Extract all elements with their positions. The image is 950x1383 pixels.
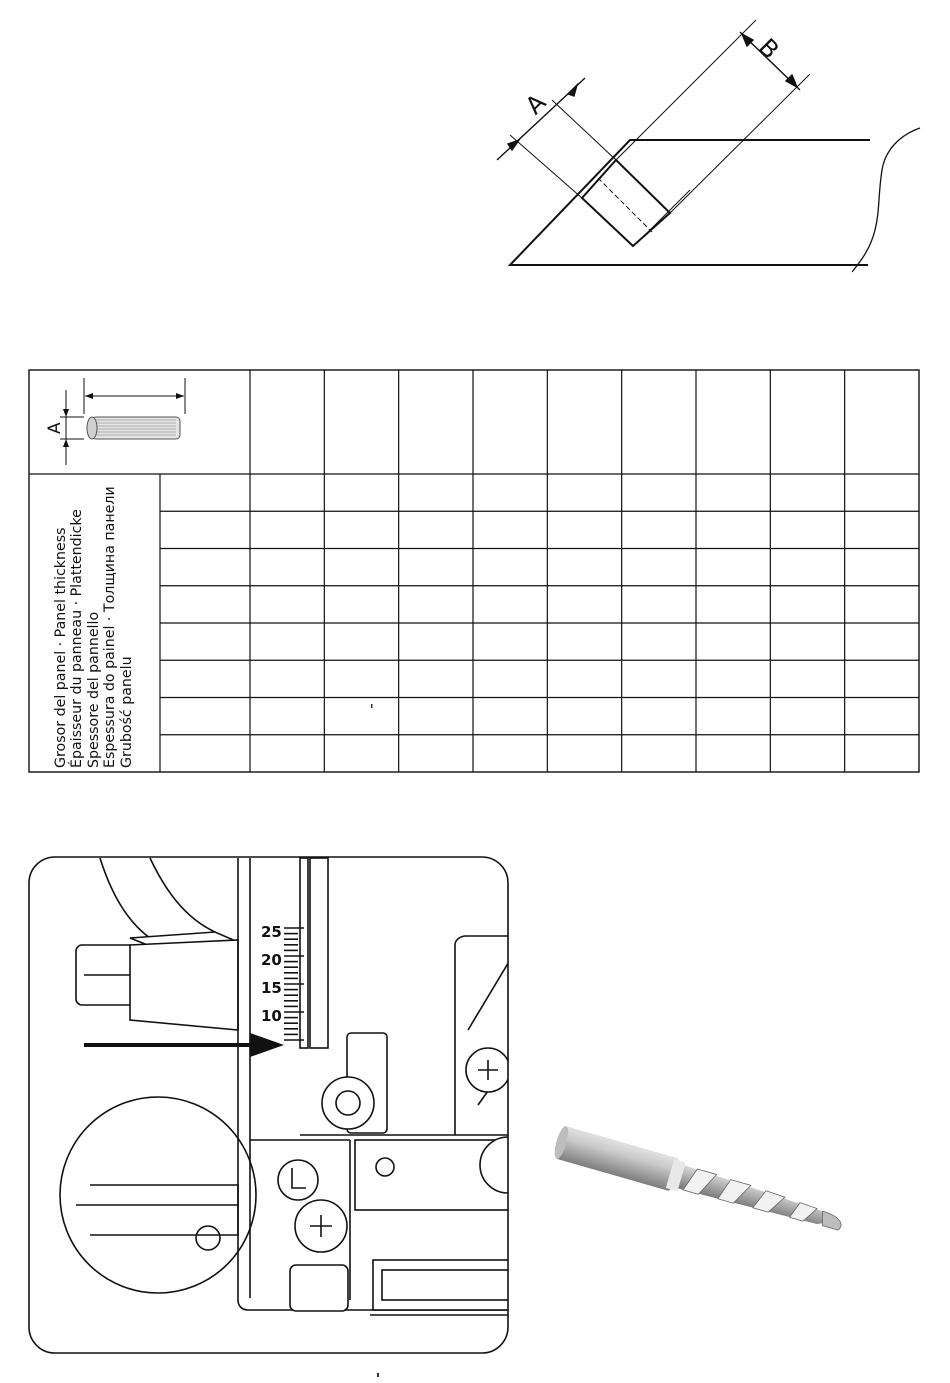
thickness-line-1: Grosor del panel · Panel thickness (52, 527, 69, 768)
thickness-line-2: Épaisseur du panneau · Plattendicke (69, 509, 86, 768)
ruler-mark-10: 10 (261, 1007, 282, 1025)
dowel-icon (45, 378, 185, 465)
stray-mark (377, 1373, 379, 1377)
drill-bit-illustration (550, 1110, 870, 1260)
dowel-label-a: A (45, 422, 65, 434)
ruler-mark-15: 15 (261, 979, 282, 997)
thickness-line-3: Spessore del pannello (85, 611, 102, 768)
label-a: A (520, 88, 552, 120)
panel-thickness-label (28, 474, 160, 772)
label-b: B (753, 33, 785, 65)
thickness-line-4: Espessura do painel · Толщина панели (102, 486, 119, 768)
tool-closeup-illustration (28, 856, 510, 1356)
thickness-line-5: Grubość panelu (118, 656, 135, 768)
ruler-mark-25: 25 (261, 923, 282, 941)
ruler-mark-20: 20 (261, 951, 282, 969)
pointer-arrow (84, 1033, 284, 1057)
